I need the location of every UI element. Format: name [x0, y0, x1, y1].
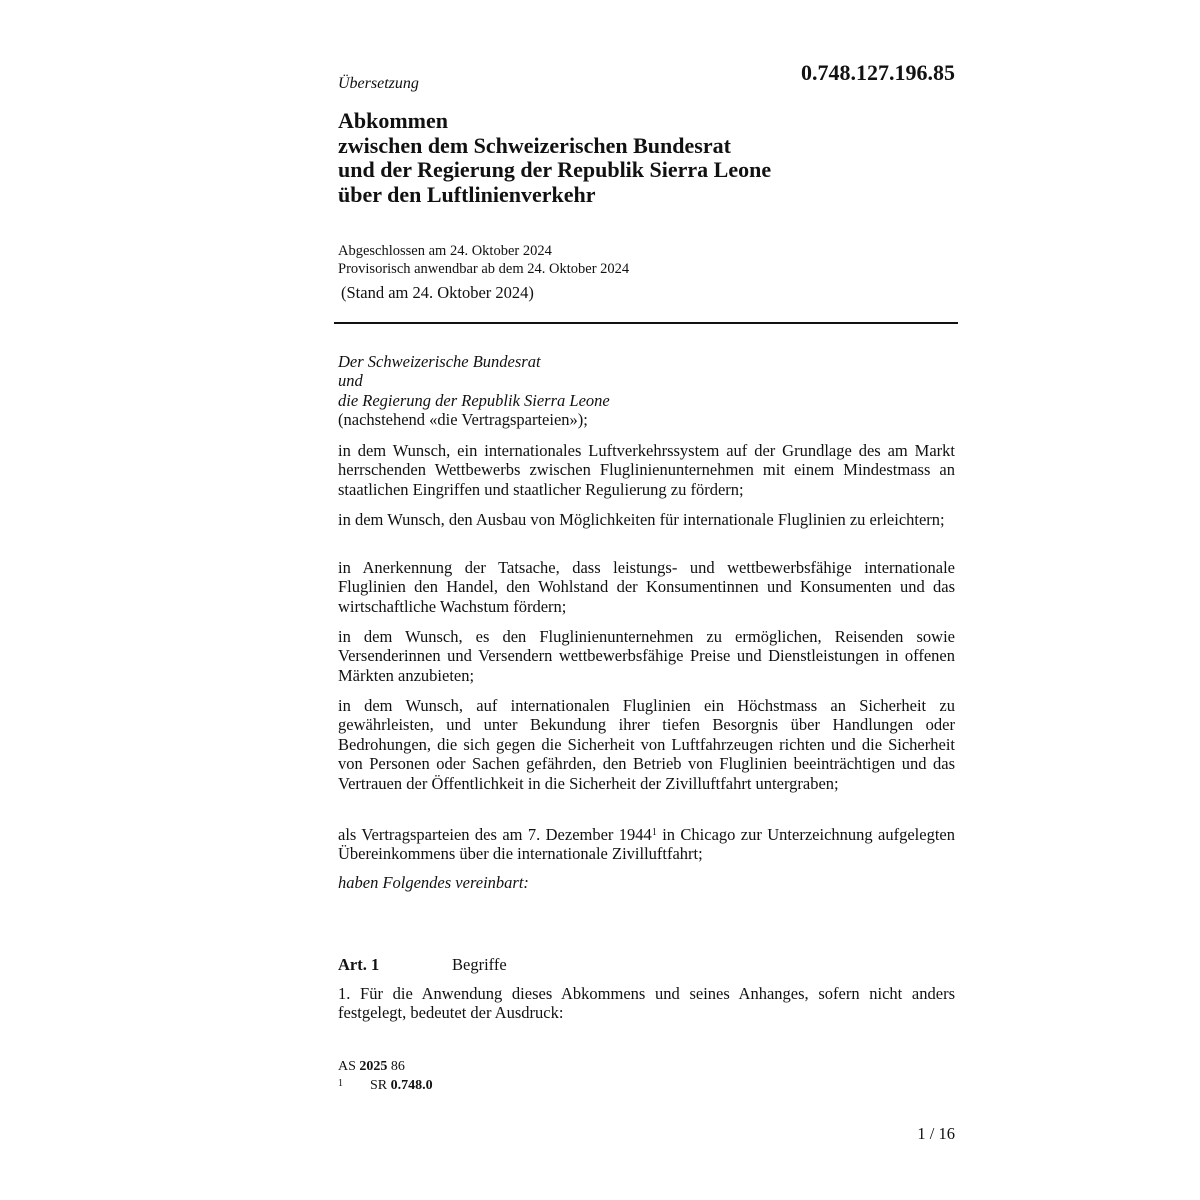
translation-note: Übersetzung — [338, 75, 419, 92]
title-divider — [334, 322, 958, 324]
sr-number: 0.748.127.196.85 — [801, 60, 955, 85]
convention-recital — [338, 825, 955, 864]
footnote — [338, 1078, 433, 1096]
footnote-sr-number[interactable]: 0.748.0 — [390, 1078, 433, 1093]
convention-text-before: als Vertragsparteien des am 7. Dezember 1944 — [338, 825, 652, 844]
as-page: 86 — [387, 1059, 405, 1074]
party-1: Der Schweizerische Bundesrat — [338, 352, 541, 371]
title-line: über den Luftlinienverkehr — [338, 181, 596, 207]
document-title — [338, 109, 771, 207]
title-line: zwischen dem Schweizerischen Bundesrat — [338, 132, 731, 158]
provisional-date: Provisorisch anwendbar ab dem 24. Oktober 2024 — [338, 261, 630, 277]
agreement-clause: haben Folgendes vereinbart: — [338, 873, 529, 892]
footnote-text — [370, 1078, 433, 1094]
document-dates — [338, 242, 629, 278]
recital-paragraph: in dem Wunsch, den Ausbau von Möglichkeiten für internationale Fluglinien zu erleichtern; — [338, 510, 945, 529]
as-prefix: AS — [338, 1059, 360, 1074]
recital-paragraph: in dem Wunsch, es den Fluglinienunternehmen zu ermöglichen, Reisenden sowie Versenderinnen und Versendern wettbewerbsfähige Preise und Dienstleistungen in offenen Märkten anzubieten; — [338, 627, 955, 685]
hereinafter-clause: (nachstehend «die Vertragsparteien»); — [338, 410, 588, 430]
party-2: die Regierung der Republik Sierra Leone — [338, 390, 610, 410]
footnote-mark: 1 — [338, 1078, 343, 1089]
title-line: Abkommen — [338, 108, 449, 133]
recital-paragraph: in Anerkennung der Tatsache, dass leistungs- und wettbewerbsfähige internationale Fluglinien den Handel, den Wohlstand der Konsumentinnen und Konsumenten und das wirtschaftliche Wachstum fördern; — [338, 558, 955, 616]
article-number: Art. 1 — [338, 955, 380, 974]
page-number: 1 / 16 — [917, 1124, 955, 1143]
convention-text-after: in Chicago zur Unterzeichnung aufgelegten Übereinkommens über die internationale Zivilluftfahrt; — [338, 825, 955, 864]
title-line: und der Regierung der Republik Sierra Leone — [338, 157, 772, 182]
recital-paragraph: in dem Wunsch, auf internationalen Fluglinien ein Höchstmass an Sicherheit zu gewährleisten, und unter Bekundung ihrer tiefen Besorgnis über Handlungen oder Bedrohungen, die sich gegen die Sicherheit von Luftfahrzeugen richten und die Sicherheit von Personen oder Sachen gefährden, den Betrieb von Fluglinien beeinträchtigen und das Vertrauen der Öffentlichkeit in die Sicherheit der Zivilluftfahrt untergraben; — [338, 696, 955, 793]
article-paragraph: 1. Für die Anwendung dieses Abkommens und seines Anhanges, sofern nicht anders festgelegt, bedeutet der Ausdruck: — [338, 984, 955, 1023]
as-year: 2025 — [359, 1059, 388, 1074]
concluded-date: Abgeschlossen am 24. Oktober 2024 — [338, 243, 552, 259]
recital-paragraph: in dem Wunsch, ein internationales Luftverkehrssystem auf der Grundlage des am Markt herrschenden Wettbewerbs zwischen Fluglinienunternehmen mit einem Mindestmass an staatlichen Eingriffen und staatlicher Regulierung zu fördern; — [338, 441, 955, 499]
preamble-parties — [338, 352, 955, 430]
status-date: (Stand am 24. Oktober 2024) — [341, 283, 534, 302]
official-compilation-reference — [338, 1059, 405, 1075]
conjunction: und — [338, 371, 363, 391]
article-title: Begriffe — [452, 955, 507, 974]
footnote-reference[interactable]: 1 — [651, 827, 657, 838]
footnote-prefix: SR — [370, 1078, 391, 1093]
